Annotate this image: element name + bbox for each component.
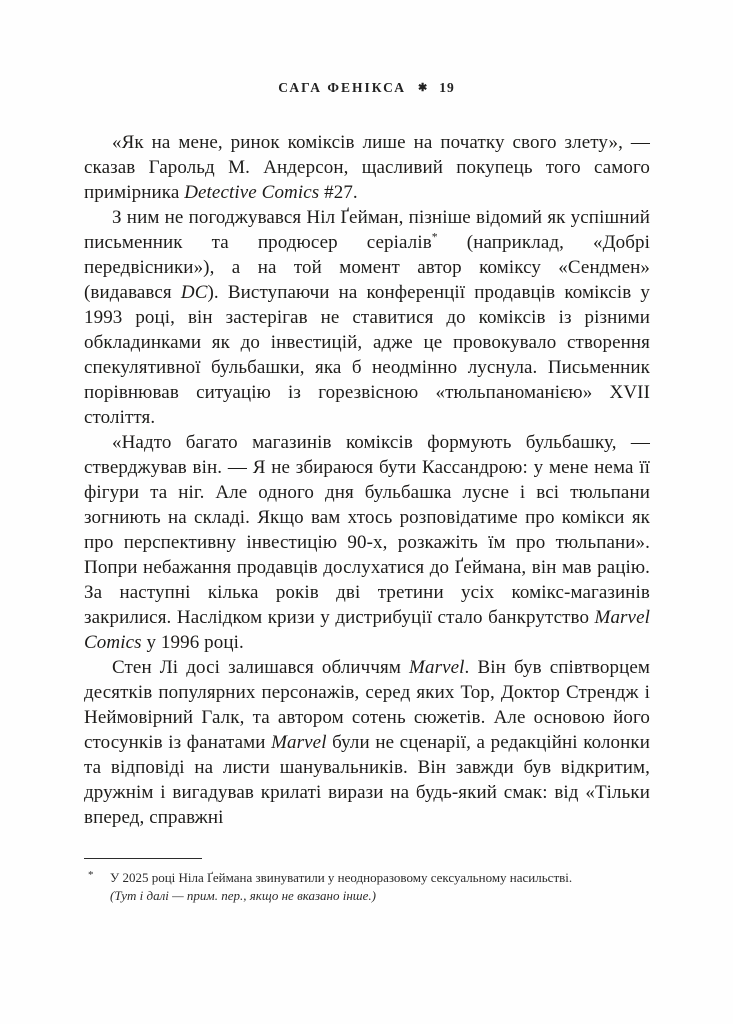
text-run: «Як на мене, ринок коміксів лише на початку свого злету», — сказав Гарольд М. Андерсон, щасливий покупець того самого примірника — [84, 132, 650, 203]
italic-text: (Тут і далі — прим. пер., якщо не вказано інше.) — [110, 887, 376, 903]
italic-text: Detective Comics — [184, 182, 320, 203]
body-text — [84, 130, 650, 830]
italic-text: Marvel — [409, 657, 465, 678]
text-run: З ним не погоджувався Ніл Ґейман, пізніше відомий як успішний письменник та продюсер серіалів — [84, 207, 650, 253]
italic-text: DC — [180, 282, 208, 303]
footnote-text — [110, 870, 572, 903]
paragraph — [84, 655, 650, 830]
text-run: (наприклад, «Добрі передвісники»), а на той момент автор коміксу «Сендмен» (видавався — [84, 232, 651, 303]
text-run: . Він був співтворцем десятків популярних персонажів, серед яких Тор, Доктор Стрендж і Неймовірний Галк, та автором сотень сюжетів. Але основою його стосунків із фанатами — [84, 657, 650, 753]
footnote-marker: * — [88, 869, 94, 881]
paragraph — [84, 130, 650, 205]
text-run: у 1996 році. — [141, 632, 244, 653]
italic-text: Marvel Comics — [84, 607, 650, 653]
paragraph — [84, 205, 650, 430]
page-header — [0, 80, 733, 96]
footnote — [84, 869, 650, 904]
running-title: САГА ФЕНІКСА — [278, 80, 406, 95]
footnote-ref: * — [431, 230, 438, 244]
text-run: були не сценарії, а редакційні колонки та відповіді на листи шанувальників. Він завжди був відкритим, дружнім і вигадував крилаті вирази на будь-який смак: від «Тільки вперед, справжні — [84, 732, 650, 828]
text-run: «Надто багато магазинів коміксів формують бульбашку, — стверджував він. — Я не збираюся бути Кассандрою: у мене нема її фігури та ніг. Але одного дня бульбашка лусне і всі тюльпани зогниють на складі. Якщо вам хтось розповідатиме про комікси як про перспективну інвестицію 90-х, розкажіть їм про тюльпани». Попри небажання продавців дослухатися до Ґеймана, він мав рацію. За наступні кілька років дві третини усіх комікс-магазинів закрилися. Наслідком кризи у дистрибуції стало банкрутство — [84, 432, 650, 628]
text-run: У 2025 році Ніла Ґеймана звинуватили у неодноразовому сексуальному насильстві. — [110, 870, 573, 885]
text-run: Стен Лі досі залишався обличчям — [112, 657, 410, 678]
italic-text: Marvel — [271, 732, 327, 753]
footnote-divider — [84, 858, 202, 859]
text-run: #27. — [319, 182, 358, 203]
footnote-area — [84, 858, 650, 904]
asterisk-separator-icon: ✱ — [417, 82, 428, 94]
text-run: ). Виступаючи на конференції продавців коміксів у 1993 році, він застерігав не ставитися до коміксів із різними обкладинками як до інвестицій, адже це провокувало створення спекулятивної бульбашки, яка б неодмінно луснула. Письменник порівнював ситуацію із горезвісною «тюльпаноманією» XVII століття. — [84, 282, 650, 428]
page-number: 19 — [439, 80, 455, 95]
paragraph — [84, 430, 650, 655]
